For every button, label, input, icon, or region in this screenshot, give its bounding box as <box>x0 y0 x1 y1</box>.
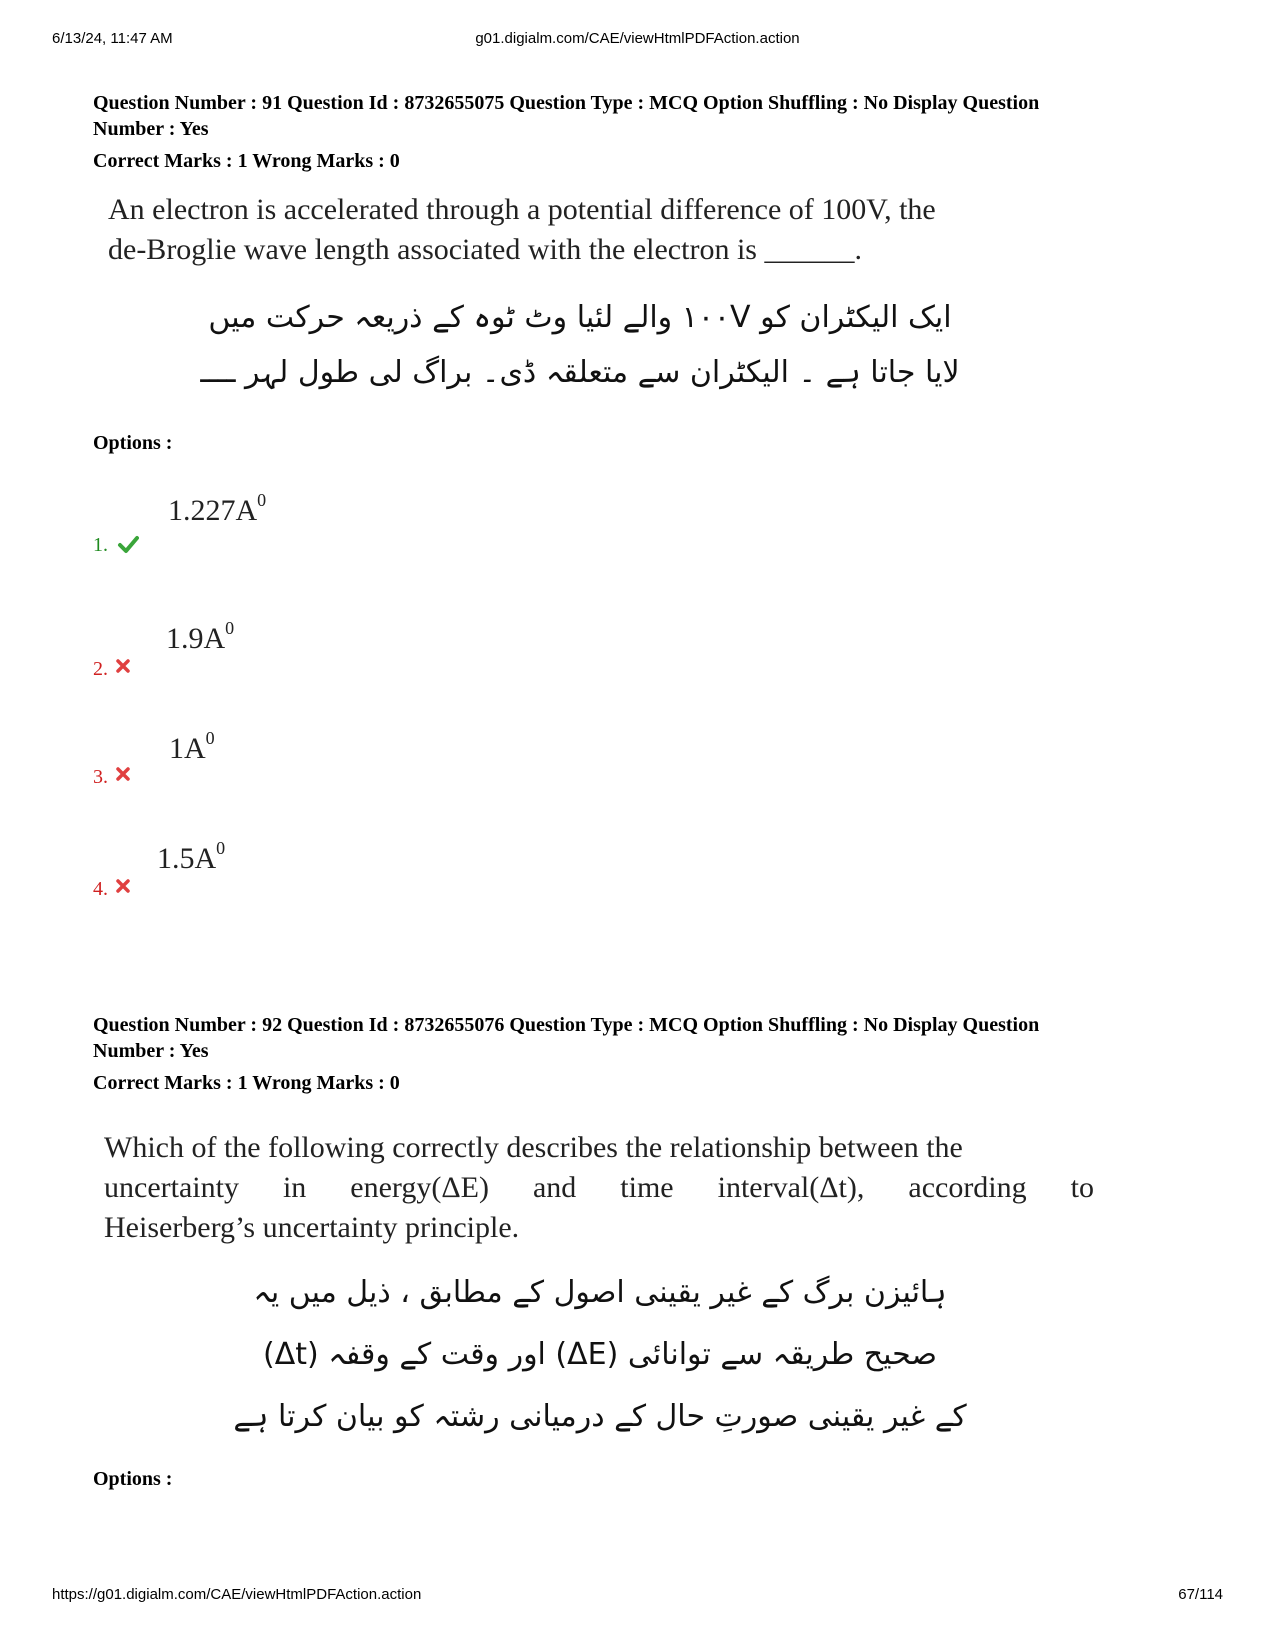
question-marks: Correct Marks : 1 Wrong Marks : 0 <box>93 1072 400 1094</box>
cross-icon <box>115 878 131 894</box>
option-4 <box>93 838 493 928</box>
question-text-line1: Which of the following correctly describes the relationship between the <box>104 1131 963 1164</box>
option-number: 1. <box>93 534 108 556</box>
question-meta-line2: Number : Yes <box>93 118 209 140</box>
option-number: 4. <box>93 878 108 900</box>
question-91-text <box>108 190 1088 270</box>
option-3 <box>93 728 493 818</box>
footer-url: https://g01.digialm.com/CAE/viewHtmlPDFAction.action <box>52 1586 422 1603</box>
question-meta-line1: Question Number : 92 Question Id : 8732655076 Question Type : MCQ Option Shuffling : No Display Question <box>93 1014 1040 1036</box>
question-92-header <box>93 1012 1193 1096</box>
page-number: 67/114 <box>1178 1586 1223 1603</box>
question-92-text <box>104 1128 1094 1248</box>
question-92-urdu-text <box>160 1262 1040 1448</box>
urdu-line3: کے غیر یقینی صورتِ حال کے درمیانی رشتہ کو بیان کرتا ہے <box>233 1399 967 1434</box>
question-meta <box>93 1012 1193 1064</box>
print-datetime: 6/13/24, 11:47 AM <box>52 30 173 47</box>
options-label: Options : <box>93 432 173 454</box>
urdu-line1: ہائیزن برگ کے غیر یقینی اصول کے مطابق ، ذیل میں یہ <box>253 1275 947 1310</box>
urdu-line2: صحیح طریقہ سے توانائی (ΔE) اور وقت کے وقفہ (Δt) <box>262 1337 938 1372</box>
option-number: 2. <box>93 658 108 680</box>
option-2 <box>93 618 493 708</box>
print-footer <box>52 1586 1223 1606</box>
question-91-urdu-text <box>140 290 1020 400</box>
question-91-header <box>93 90 1193 174</box>
question-text-line3: Heiserberg’s uncertainty principle. <box>104 1211 520 1244</box>
option-value: $1.9A^0$ <box>166 618 235 655</box>
cross-icon <box>115 766 131 782</box>
print-url: g01.digialm.com/CAE/viewHtmlPDFAction.action <box>475 30 800 47</box>
question-meta-line1: Question Number : 91 Question Id : 8732655075 Question Type : MCQ Option Shuffling : No Display Question <box>93 92 1040 114</box>
urdu-line2: لایا جاتا ہے ۔ الیکٹران سے متعلقہ ڈی۔ براگ لی طول لہر ــــ <box>200 355 960 390</box>
option-number: 3. <box>93 766 108 788</box>
option-value: $1.227A^0$ <box>168 490 267 527</box>
option-1 <box>93 490 493 580</box>
options-label: Options : <box>93 1468 173 1490</box>
question-text-line2: uncertainty in energy(ΔE) and time interval(Δt), according to <box>104 1171 1094 1204</box>
question-meta-line2: Number : Yes <box>93 1040 209 1062</box>
question-marks: Correct Marks : 1 Wrong Marks : 0 <box>93 150 400 172</box>
print-header <box>52 30 1223 50</box>
option-value: $1.5A^0$ <box>157 838 226 875</box>
urdu-line1: ایک الیکٹران کو ۱۰۰V والے لئیا وٹ ٹوہ کے ذریعہ حرکت میں <box>208 300 952 335</box>
question-text-line2: de-Broglie wave length associated with the electron is ______. <box>108 233 862 266</box>
question-text-line1: An electron is accelerated through a potential difference of 100V, the <box>108 193 936 226</box>
question-meta <box>93 90 1193 142</box>
check-icon <box>117 533 139 555</box>
cross-icon <box>115 658 131 674</box>
option-value: $1A^0$ <box>169 728 215 765</box>
